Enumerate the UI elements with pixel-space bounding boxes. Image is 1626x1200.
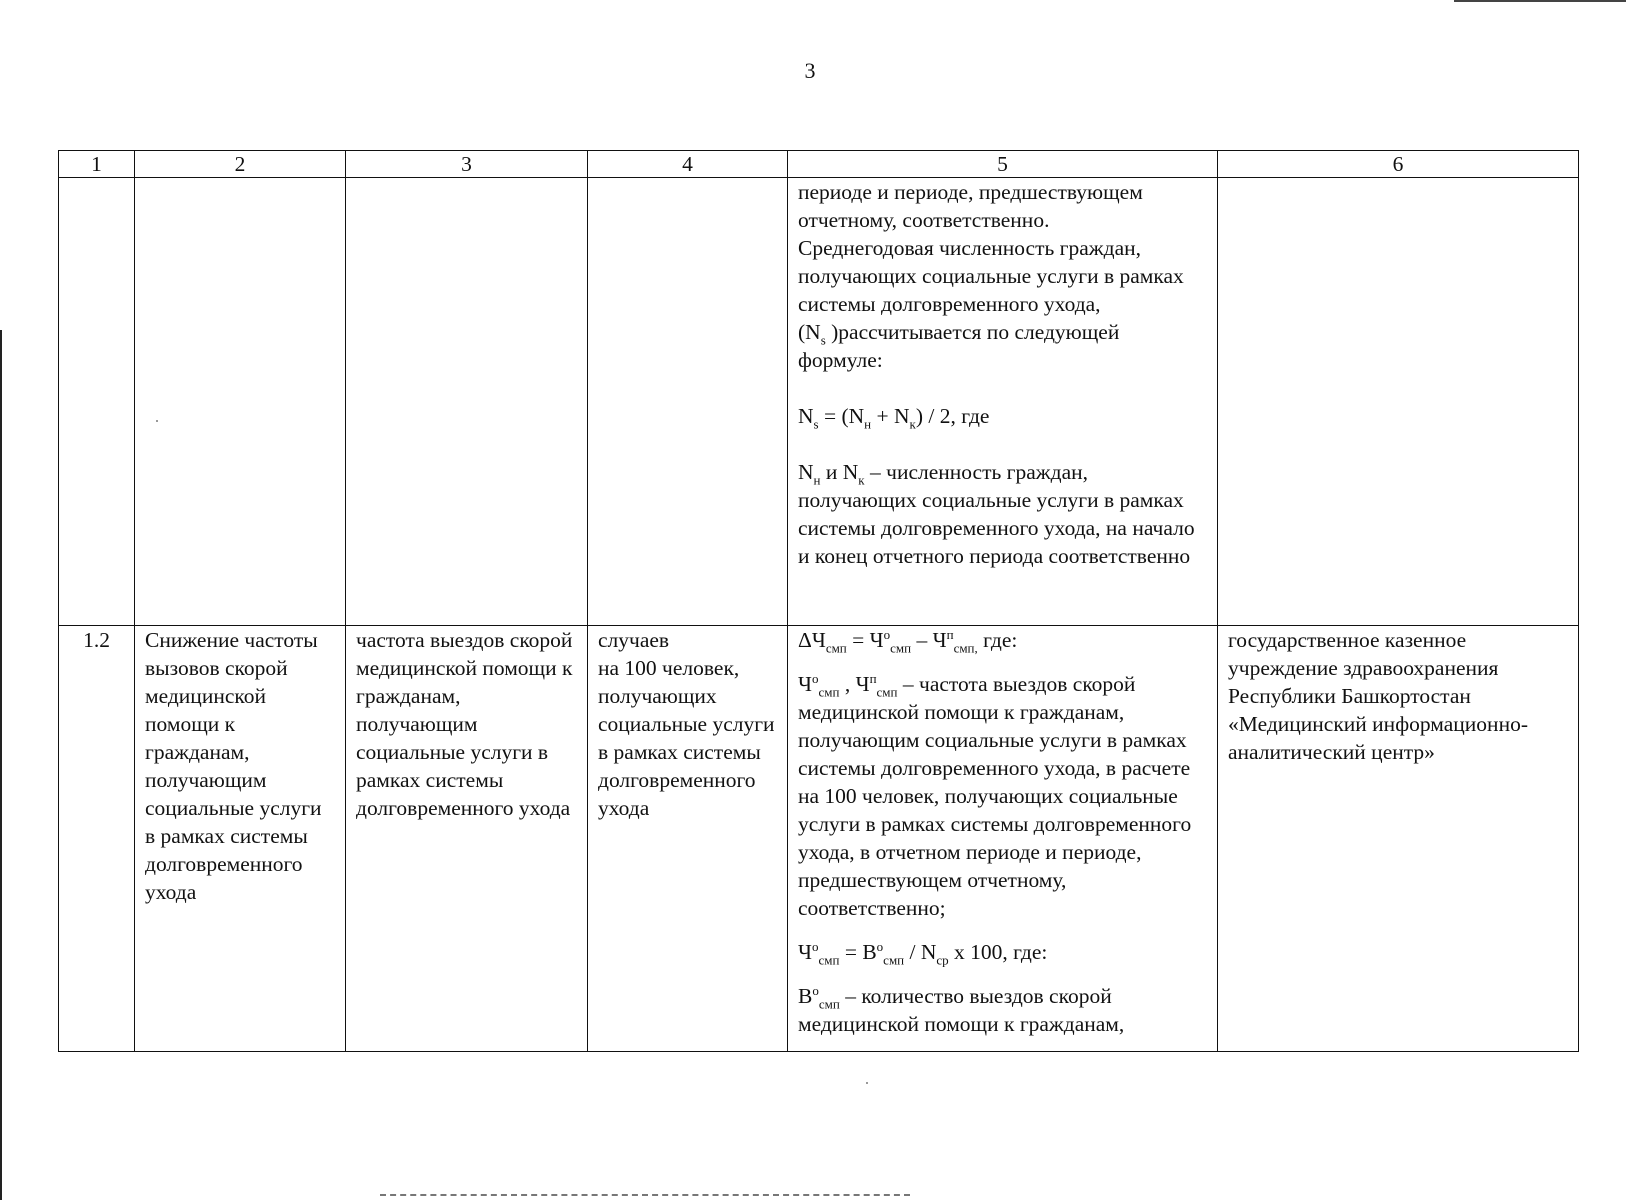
scan-edge-left [0, 330, 2, 1200]
method-text: Среднегодовая численность граждан, получающих социальные услуги в рамках системы долговременного ухода, [798, 236, 1184, 316]
page-number: 3 [804, 58, 816, 83]
unit-cell [588, 626, 788, 1052]
scan-edge-bottom [380, 1194, 910, 1196]
column-number-2: 2 [135, 151, 346, 178]
column-number-3: 3 [346, 151, 588, 178]
table-row [59, 626, 1579, 1052]
cell-empty [346, 178, 588, 626]
formula-definition: $В^о_{смп}$ – количество выездов скорой медицинской помощи к гражданам, [798, 982, 1125, 1036]
calculation-method-cell [788, 626, 1218, 1052]
cell-empty [59, 178, 135, 626]
formula: $\Delta Ч_{смп} = Ч^о_{смп} - Ч^п_{смп,}$ где: [798, 626, 1018, 656]
indicator-name-cell: частота выездов скорой медицинской помощи к гражданам, получающим социальные услуги в рамках системы долговременного ухода [346, 626, 588, 1052]
method-text: ($N_s$ )рассчитывается по следующей формуле: [798, 320, 1120, 372]
indicators-table [58, 150, 1579, 1052]
goal-name-cell: Снижение частоты вызовов скорой медицинской помощи к гражданам, получающим социальные услуги в рамках системы долговременного ухода [135, 626, 346, 1052]
cell-empty [1218, 178, 1579, 626]
cell-empty [588, 178, 788, 626]
column-number-4: 4 [588, 151, 788, 178]
formula-definition: $N_н$ и $N_к$ – численность граждан, получающих социальные услуги в рамках системы долговременного ухода, на начало и конец отчетного периода соответственно [798, 460, 1195, 568]
column-number-1: 1 [59, 151, 135, 178]
formula: $N_s = (N_н + N_к) / 2$, где [798, 404, 990, 432]
scan-speck [866, 1082, 868, 1084]
formula: $Ч^о_{смп} = В^о_{смп} / N_{ср}$ х 100, где: [798, 938, 1048, 968]
scan-edge-top [1454, 0, 1626, 2]
table-row-continuation [59, 178, 1579, 626]
calculation-method-cell [788, 178, 1218, 626]
row-number: 1.2 [59, 626, 135, 1052]
method-text: периоде и периоде, предшествующем отчетному, соответственно. [798, 180, 1143, 232]
cell-empty [135, 178, 346, 626]
table-header-row [59, 151, 1579, 178]
formula-definition: $Ч^о_{смп}$ , $Ч^п_{смп}$ – частота выездов скорой медицинской помощи к гражданам, получающим социальные услуги в рамках системы долговременного ухода, в расчете на 100 человек, получающих социальные услуги в рамках системы долговременного ухода, в отчетном периоде и периоде, предшествующем отчетному, соответственно; [798, 670, 1192, 920]
unit-text: на 100 человек, получающих социальные услуги в рамках системы долговременного ухода [598, 656, 775, 820]
column-number-5: 5 [788, 151, 1218, 178]
unit-text: случаев [598, 628, 670, 652]
column-number-6: 6 [1218, 151, 1579, 178]
responsible-organization-cell: государственное казенное учреждение здравоохранения Республики Башкортостан «Медицинский информационно-аналитический центр» [1218, 626, 1579, 1052]
